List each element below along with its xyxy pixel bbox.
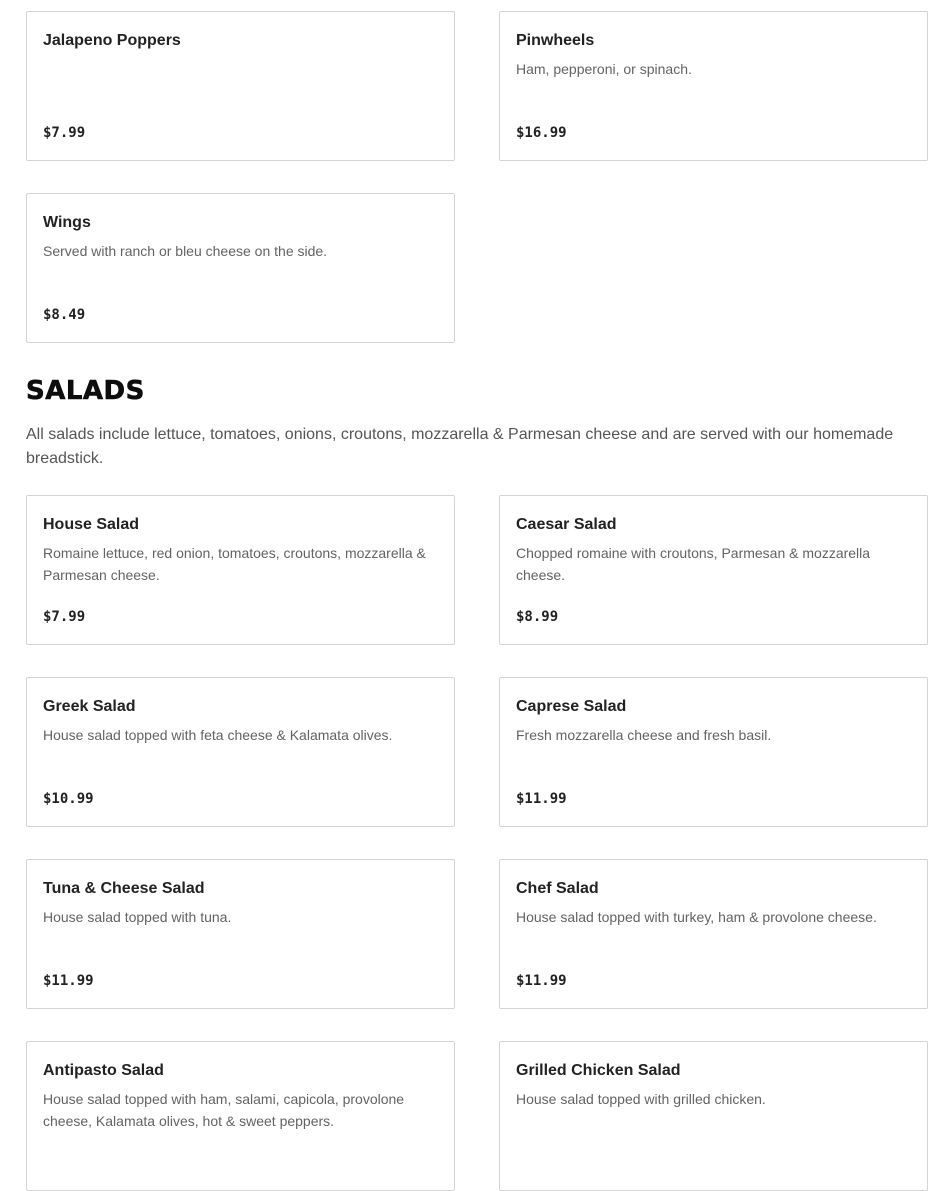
menu-item-price: $10.99 [43, 791, 94, 807]
menu-item-description: House salad topped with ham, salami, capicola, provolone cheese, Kalamata olives, hot & sweet peppers. [43, 1091, 405, 1129]
menu-item-name: Jalapeno Poppers [43, 32, 181, 49]
menu-item-name: Greek Salad [43, 698, 136, 715]
menu-item-card[interactable] [26, 11, 455, 161]
menu-item-name: Grilled Chicken Salad [516, 1062, 681, 1079]
menu-item-name: Pinwheels [516, 32, 595, 49]
menu-item-price: $11.99 [516, 973, 567, 989]
salads-section [26, 376, 928, 1191]
menu-item-name: House Salad [43, 516, 140, 533]
menu-item-description: Chopped romaine with croutons, Parmesan & mozzarella cheese. [516, 545, 871, 583]
menu-item-name: Caesar Salad [516, 516, 617, 533]
menu-item-card[interactable] [26, 677, 455, 827]
appetizers-grid [26, 11, 928, 343]
menu-item-price: $7.99 [43, 125, 86, 141]
menu-item-name: Chef Salad [516, 880, 599, 897]
menu-item-card[interactable] [499, 859, 928, 1009]
menu-item-price: $11.99 [516, 791, 567, 807]
menu-item-price: $8.99 [516, 609, 559, 625]
menu-item-card[interactable] [499, 495, 928, 645]
menu-item-description: Ham, pepperoni, or spinach. [516, 61, 692, 77]
menu-item-card[interactable] [26, 495, 455, 645]
section-title: SALADS [26, 376, 145, 406]
menu-item-name: Wings [43, 214, 91, 231]
menu-item-card[interactable] [499, 11, 928, 161]
menu-item-description: Romaine lettuce, red onion, tomatoes, croutons, mozzarella & Parmesan cheese. [43, 545, 426, 583]
menu-item-price: $7.99 [43, 609, 86, 625]
menu-item-description: House salad topped with grilled chicken. [516, 1091, 766, 1107]
menu-item-description: House salad topped with tuna. [43, 909, 232, 925]
menu-item-card[interactable] [26, 1041, 455, 1191]
menu-item-price: $8.49 [43, 307, 86, 323]
menu-item-price: $16.99 [516, 125, 567, 141]
menu-item-name: Tuna & Cheese Salad [43, 880, 205, 897]
salads-grid [26, 495, 928, 1191]
menu-item-card[interactable] [26, 859, 455, 1009]
menu-item-description: Served with ranch or bleu cheese on the side. [43, 243, 328, 259]
menu-item-name: Antipasto Salad [43, 1062, 164, 1079]
menu-item-name: Caprese Salad [516, 698, 627, 715]
menu-item-description: House salad topped with feta cheese & Kalamata olives. [43, 727, 393, 743]
menu-item-description: Fresh mozzarella cheese and fresh basil. [516, 727, 772, 743]
section-description: All salads include lettuce, tomatoes, onions, croutons, mozzarella & Parmesan cheese and are served with our homemade breadstick. [26, 426, 894, 467]
menu-item-description: House salad topped with turkey, ham & provolone cheese. [516, 909, 877, 925]
menu-item-price: $11.99 [43, 973, 94, 989]
menu-item-card[interactable] [26, 193, 455, 343]
menu-item-card[interactable] [499, 677, 928, 827]
menu-item-card[interactable] [499, 1041, 928, 1191]
